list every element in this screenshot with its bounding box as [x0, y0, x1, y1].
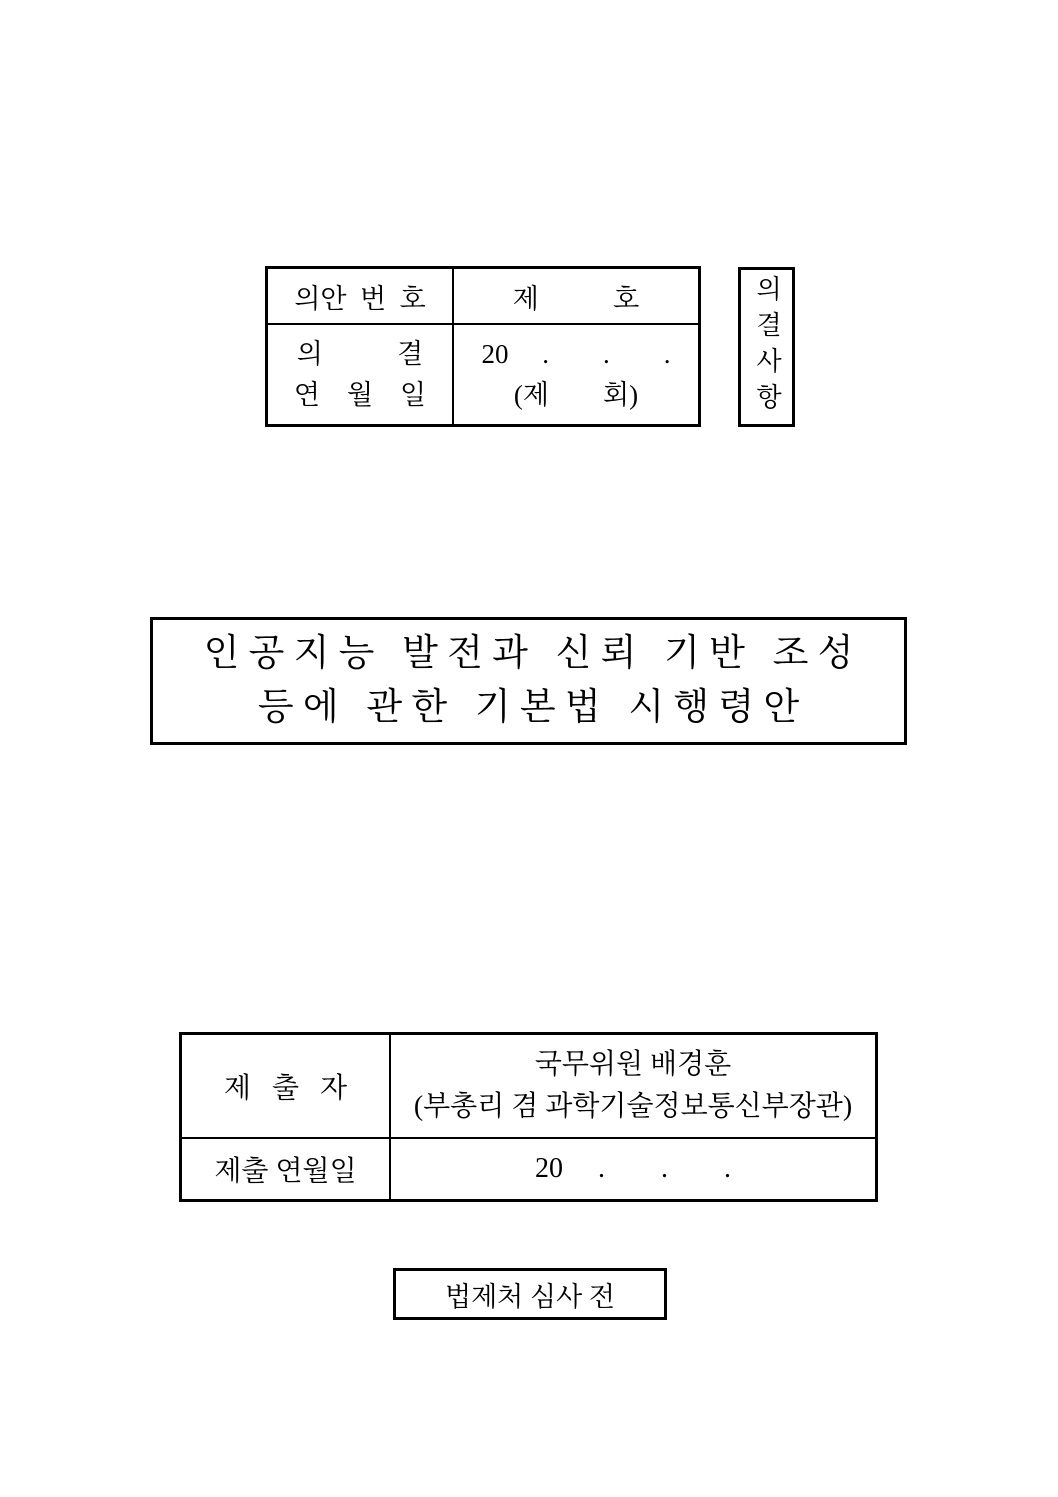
review-status-box — [393, 1268, 667, 1320]
document-title-line2: 등 에 관 한 기 본 법 시 행 령 안 — [257, 687, 800, 728]
submitter-row — [182, 1035, 875, 1139]
submitter-value — [391, 1035, 875, 1137]
submission-table — [179, 1032, 878, 1202]
decision-date-value — [454, 325, 698, 424]
bill-header-table — [265, 266, 701, 427]
submitter-title: (부총리 겸 과학기술정보통신부장관) — [413, 1091, 853, 1122]
submission-date-value: 20 . . . — [535, 1153, 731, 1184]
review-status-label: 법제처 심사 전 — [445, 1281, 615, 1312]
bill-number-value: 제 호 — [512, 283, 640, 314]
decision-date-label — [268, 325, 454, 424]
bill-number-label: 의안 번 호 — [268, 269, 454, 323]
decision-date-value-line2: (제 회) — [513, 379, 639, 410]
submission-date-value-cell — [391, 1139, 875, 1199]
decision-date-value-line1: 20 . . . — [481, 338, 671, 369]
document-title-line1: 인 공 지 능 발 전 과 신 뢰 기 반 조 성 — [203, 633, 854, 674]
resolution-items-label: 의결사항 — [752, 275, 782, 419]
decision-date-label-line1: 의 결 — [296, 338, 424, 369]
submitter-label: 제 출 자 — [182, 1035, 391, 1137]
document-title-box — [150, 617, 907, 745]
submission-date-label: 제출 연월일 — [182, 1139, 391, 1199]
submission-date-row — [182, 1139, 875, 1199]
bill-number-row — [268, 269, 698, 325]
resolution-items-box — [738, 267, 795, 427]
decision-date-label-line2: 연 월 일 — [293, 379, 427, 410]
submitter-name: 국무위원 배경훈 — [534, 1049, 732, 1080]
decision-date-row — [268, 325, 698, 424]
